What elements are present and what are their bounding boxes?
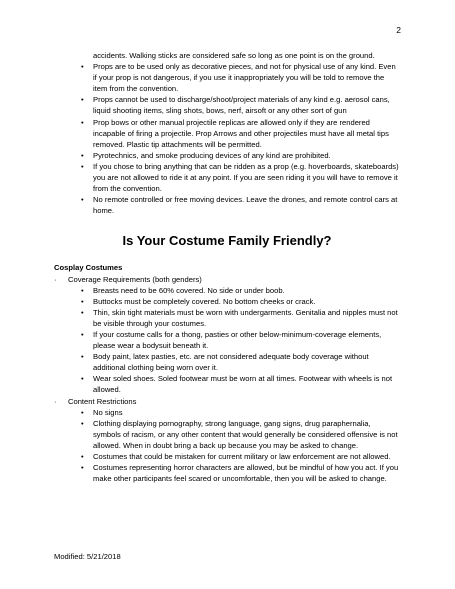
section-title: Cosplay Costumes xyxy=(54,263,123,273)
content-subsection-title: · Content Restrictions xyxy=(54,396,400,407)
list-item: • No remote controlled or free moving devices. Leave the drones, and remote control cars at home. xyxy=(54,194,400,216)
list-item: • Costumes representing horror characters are allowed, but be mindful of how you act. If you make other participants feel scared or uncomfortable, then you will be asked to change. xyxy=(54,462,400,484)
prop-rules-list xyxy=(54,61,400,216)
list-item: • Costumes that could be mistaken for current military or law enforcement are not allowed. xyxy=(54,451,400,462)
list-item: • Breasts need to be 60% covered. No side or under boob. xyxy=(54,285,400,296)
document-body xyxy=(54,50,400,484)
continuation-text: accidents. Walking sticks are considered safe so long as one point is on the ground. xyxy=(93,51,375,60)
list-item: • Thin, skin tight materials must be worn with undergarments. Genitalia and nipples must not be visible through your costumes. xyxy=(54,307,400,329)
list-item: • Body paint, latex pasties, etc. are not considered adequate body coverage without additional clothing being worn over it. xyxy=(54,351,400,373)
coverage-subsection-title: · Coverage Requirements (both genders) xyxy=(54,274,400,285)
page-heading: Is Your Costume Family Friendly? xyxy=(122,233,332,249)
list-item: • Clothing displaying pornography, strong language, gang signs, drug paraphernalia, symbols of racism, or any other content that would generally be considered offensive is not allowed. When in doubt bring a back up because you may be asked to change. xyxy=(54,418,400,451)
list-item: • Props cannot be used to discharge/shoot/project materials of any kind e.g. aerosol cans, liquid shooting items, sling shots, bows, nerf, airsoft or any other sort of gun xyxy=(54,94,400,116)
list-item: • If your costume calls for a thong, pasties or other below-minimum-coverage elements, please wear a bodysuit beneath it. xyxy=(54,329,400,351)
coverage-list xyxy=(54,285,400,396)
list-item: • Props are to be used only as decorative pieces, and not for physical use of any kind. Even if your prop is not dangerous, if you use it inappropriately you will be told to remove the item from the convention. xyxy=(54,61,400,94)
list-item: • Pyrotechnics, and smoke producing devices of any kind are prohibited. xyxy=(54,150,400,161)
list-item: • Buttocks must be completely covered. No bottom cheeks or crack. xyxy=(54,296,400,307)
list-item: • No signs xyxy=(54,407,400,418)
list-item: • If you chose to bring anything that can be ridden as a prop (e.g. hoverboards, skateboards) you are not allowed to ride it at any point. If you are seen riding it you will have to remove it from the convention. xyxy=(54,161,400,194)
modified-date: Modified: 5/21/2018 xyxy=(54,552,121,561)
list-item: • Wear soled shoes. Soled footwear must be worn at all times. Footwear with wheels is not allowed. xyxy=(54,373,400,395)
list-item: • Prop bows or other manual projectile replicas are allowed only if they are rendered incapable of firing a projectile. Prop Arrows and other projectiles must have all metal tips removed. Plastic tip attachments will be permitted. xyxy=(54,117,400,150)
page-number: 2 xyxy=(396,25,401,35)
content-list xyxy=(54,407,400,485)
